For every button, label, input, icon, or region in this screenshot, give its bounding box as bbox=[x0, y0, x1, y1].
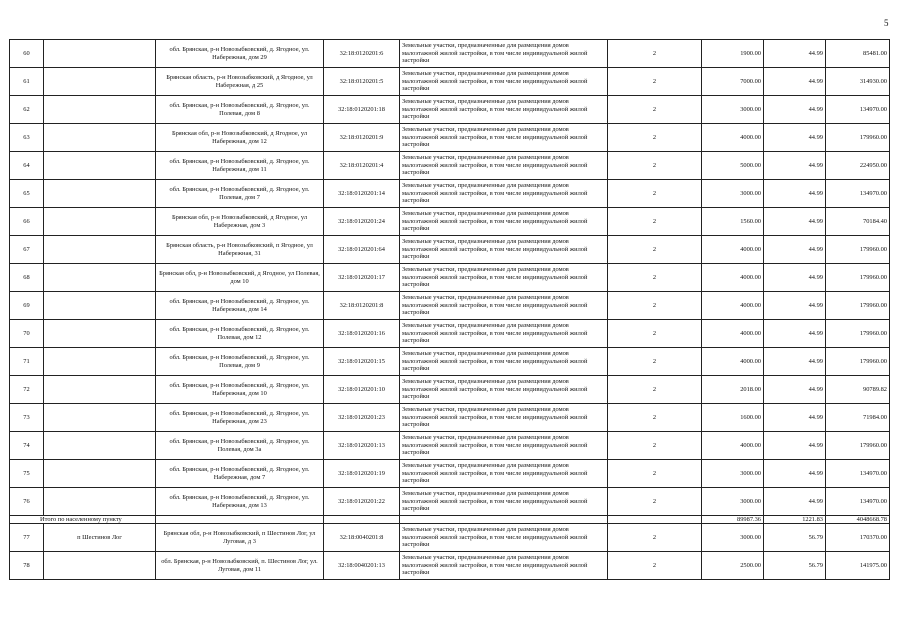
land-purpose-cell: Земельные участки, предназначенные для размещения домов малоэтажной жилой застройки, в том числе индивидуальной жилой застройки bbox=[400, 180, 608, 208]
cadastral-number-cell: 32:18:0120201:18 bbox=[324, 96, 400, 124]
land-purpose-cell: Земельные участки, предназначенные для размещения домов малоэтажной жилой застройки, в том числе индивидуальной жилой застройки bbox=[400, 292, 608, 320]
rate-cell: 44.99 bbox=[764, 460, 826, 488]
land-cadastral-value-table bbox=[9, 39, 890, 580]
table-row bbox=[10, 180, 890, 208]
rate-cell: 44.99 bbox=[764, 124, 826, 152]
address-cell: Брянская обл, р-н Новозыбковский, д Ягодное, ул Полевая, дом 10 bbox=[156, 264, 324, 292]
address-cell: обл. Брянская, р-н Новозыбковский, д. Ягодное, ул. Набережная, дом 7 bbox=[156, 460, 324, 488]
group-cell: 2 bbox=[608, 292, 702, 320]
group-cell: 2 bbox=[608, 264, 702, 292]
address-cell: обл. Брянская, р-н Новозыбковский, д. Ягодное, ул. Набережная, дом 10 bbox=[156, 376, 324, 404]
address-cell: обл. Брянская, р-н Новозыбковский, д. Ягодное, ул. Набережная, дом 13 bbox=[156, 488, 324, 516]
cadastral-value-cell: 134970.00 bbox=[826, 96, 890, 124]
rate-cell: 56.79 bbox=[764, 524, 826, 552]
land-purpose-cell: Земельные участки, предназначенные для размещения домов малоэтажной жилой застройки, в том числе индивидуальной жилой застройки bbox=[400, 96, 608, 124]
rate-cell: 44.99 bbox=[764, 432, 826, 460]
area-cell: 1600.00 bbox=[702, 404, 764, 432]
settlement-label: п Шестинов Лог bbox=[44, 524, 156, 552]
cadastral-number-cell: 32:18:0120201:8 bbox=[324, 292, 400, 320]
land-purpose-cell: Земельные участки, предназначенные для размещения домов малоэтажной жилой застройки, в том числе индивидуальной жилой застройки bbox=[400, 124, 608, 152]
area-cell: 2500.00 bbox=[702, 552, 764, 580]
area-cell: 4000.00 bbox=[702, 348, 764, 376]
cadastral-value-cell: 71984.00 bbox=[826, 404, 890, 432]
land-purpose-cell: Земельные участки, предназначенные для размещения домов малоэтажной жилой застройки, в том числе индивидуальной жилой застройки bbox=[400, 404, 608, 432]
cadastral-value-cell: 170370.00 bbox=[826, 524, 890, 552]
row-number: 61 bbox=[10, 68, 44, 96]
settlement-total-row bbox=[10, 516, 890, 524]
land-purpose-cell: Земельные участки, предназначенные для размещения домов малоэтажной жилой застройки, в том числе индивидуальной жилой застройки bbox=[400, 552, 608, 580]
address-cell: обл. Брянская, р-н Новозыбковский, д. Ягодное, ул. Набережная, дом 11 bbox=[156, 152, 324, 180]
settlement-label bbox=[44, 124, 156, 152]
total-empty-cadastral bbox=[324, 516, 400, 524]
rate-cell: 44.99 bbox=[764, 96, 826, 124]
settlement-label bbox=[44, 40, 156, 68]
cadastral-number-cell: 32:18:0120201:22 bbox=[324, 488, 400, 516]
row-number: 63 bbox=[10, 124, 44, 152]
cadastral-value-cell: 179960.00 bbox=[826, 264, 890, 292]
area-cell: 3000.00 bbox=[702, 460, 764, 488]
cadastral-value-cell: 141975.00 bbox=[826, 552, 890, 580]
total-label: Итого по населенному пункту bbox=[10, 516, 156, 524]
page-number: 5 bbox=[884, 18, 889, 28]
table-row bbox=[10, 68, 890, 96]
group-cell: 2 bbox=[608, 96, 702, 124]
area-cell: 1900.00 bbox=[702, 40, 764, 68]
row-number: 71 bbox=[10, 348, 44, 376]
land-purpose-cell: Земельные участки, предназначенные для размещения домов малоэтажной жилой застройки, в том числе индивидуальной жилой застройки bbox=[400, 208, 608, 236]
rate-cell: 44.99 bbox=[764, 68, 826, 96]
total-value: 4048668.78 bbox=[826, 516, 890, 524]
area-cell: 4000.00 bbox=[702, 292, 764, 320]
table-row bbox=[10, 488, 890, 516]
table-row bbox=[10, 376, 890, 404]
land-purpose-cell: Земельные участки, предназначенные для размещения домов малоэтажной жилой застройки, в том числе индивидуальной жилой застройки bbox=[400, 524, 608, 552]
rate-cell: 44.99 bbox=[764, 404, 826, 432]
area-cell: 4000.00 bbox=[702, 264, 764, 292]
land-purpose-cell: Земельные участки, предназначенные для размещения домов малоэтажной жилой застройки, в том числе индивидуальной жилой застройки bbox=[400, 348, 608, 376]
rate-cell: 44.99 bbox=[764, 320, 826, 348]
settlement-label bbox=[44, 348, 156, 376]
cadastral-number-cell: 32:18:0120201:14 bbox=[324, 180, 400, 208]
group-cell: 2 bbox=[608, 376, 702, 404]
total-empty-purpose bbox=[400, 516, 608, 524]
rate-cell: 44.99 bbox=[764, 236, 826, 264]
settlement-label bbox=[44, 292, 156, 320]
rate-cell: 44.99 bbox=[764, 376, 826, 404]
row-number: 70 bbox=[10, 320, 44, 348]
row-number: 78 bbox=[10, 552, 44, 580]
area-cell: 5000.00 bbox=[702, 152, 764, 180]
row-number: 69 bbox=[10, 292, 44, 320]
land-purpose-cell: Земельные участки, предназначенные для размещения домов малоэтажной жилой застройки, в том числе индивидуальной жилой застройки bbox=[400, 320, 608, 348]
area-cell: 3000.00 bbox=[702, 488, 764, 516]
cadastral-number-cell: 32:18:0120201:16 bbox=[324, 320, 400, 348]
cadastral-value-cell: 134970.00 bbox=[826, 460, 890, 488]
row-number: 74 bbox=[10, 432, 44, 460]
rate-cell: 44.99 bbox=[764, 348, 826, 376]
cadastral-value-cell: 179960.00 bbox=[826, 320, 890, 348]
table-row bbox=[10, 292, 890, 320]
settlement-label bbox=[44, 180, 156, 208]
land-purpose-cell: Земельные участки, предназначенные для размещения домов малоэтажной жилой застройки, в том числе индивидуальной жилой застройки bbox=[400, 68, 608, 96]
rate-cell: 44.99 bbox=[764, 40, 826, 68]
settlement-label bbox=[44, 264, 156, 292]
area-cell: 3000.00 bbox=[702, 180, 764, 208]
area-cell: 3000.00 bbox=[702, 524, 764, 552]
rate-cell: 44.99 bbox=[764, 488, 826, 516]
address-cell: обл. Брянская, р-н Новозыбковский, д. Ягодное, ул. Полевая, дом 8 bbox=[156, 96, 324, 124]
area-cell: 1560.00 bbox=[702, 208, 764, 236]
settlement-label bbox=[44, 236, 156, 264]
group-cell: 2 bbox=[608, 488, 702, 516]
group-cell: 2 bbox=[608, 320, 702, 348]
cadastral-value-cell: 314930.00 bbox=[826, 68, 890, 96]
group-cell: 2 bbox=[608, 180, 702, 208]
total-area: 89987.36 bbox=[702, 516, 764, 524]
cadastral-value-cell: 90789.82 bbox=[826, 376, 890, 404]
settlement-label bbox=[44, 96, 156, 124]
settlement-label bbox=[44, 404, 156, 432]
address-cell: обл. Брянская, р-н Новозыбковский, д. Ягодное, ул. Полевая, дом 3а bbox=[156, 432, 324, 460]
address-cell: обл. Брянская, р-н Новозыбковский, п. Шестинов Лог, ул. Луговая, дом 11 bbox=[156, 552, 324, 580]
rate-cell: 44.99 bbox=[764, 180, 826, 208]
cadastral-value-cell: 224950.00 bbox=[826, 152, 890, 180]
group-cell: 2 bbox=[608, 208, 702, 236]
cadastral-number-cell: 32:18:0120201:23 bbox=[324, 404, 400, 432]
address-cell: обл. Брянская, р-н Новозыбковский, д. Ягодное, ул. Полевая, дом 12 bbox=[156, 320, 324, 348]
cadastral-number-cell: 32:18:0120201:24 bbox=[324, 208, 400, 236]
row-number: 62 bbox=[10, 96, 44, 124]
cadastral-value-cell: 70184.40 bbox=[826, 208, 890, 236]
row-number: 68 bbox=[10, 264, 44, 292]
cadastral-number-cell: 32:18:0120201:17 bbox=[324, 264, 400, 292]
area-cell: 4000.00 bbox=[702, 432, 764, 460]
settlement-label bbox=[44, 208, 156, 236]
address-cell: обл. Брянская, р-н Новозыбковский, д. Ягодное, ул. Набережная, дом 23 bbox=[156, 404, 324, 432]
table-total-block bbox=[10, 516, 890, 524]
row-number: 66 bbox=[10, 208, 44, 236]
rate-cell: 44.99 bbox=[764, 292, 826, 320]
cadastral-number-cell: 32:18:0120201:10 bbox=[324, 376, 400, 404]
cadastral-number-cell: 32:18:0120201:4 bbox=[324, 152, 400, 180]
row-number: 73 bbox=[10, 404, 44, 432]
total-empty-address bbox=[156, 516, 324, 524]
table-row bbox=[10, 524, 890, 552]
settlement-label bbox=[44, 432, 156, 460]
cadastral-number-cell: 32:18:0040201:13 bbox=[324, 552, 400, 580]
rate-cell: 44.99 bbox=[764, 264, 826, 292]
table-row bbox=[10, 40, 890, 68]
land-purpose-cell: Земельные участки, предназначенные для размещения домов малоэтажной жилой застройки, в том числе индивидуальной жилой застройки bbox=[400, 152, 608, 180]
group-cell: 2 bbox=[608, 236, 702, 264]
group-cell: 2 bbox=[608, 432, 702, 460]
group-cell: 2 bbox=[608, 152, 702, 180]
land-purpose-cell: Земельные участки, предназначенные для размещения домов малоэтажной жилой застройки, в том числе индивидуальной жилой застройки bbox=[400, 264, 608, 292]
table-body-block2 bbox=[10, 524, 890, 580]
area-cell: 3000.00 bbox=[702, 96, 764, 124]
cadastral-number-cell: 32:18:0120201:9 bbox=[324, 124, 400, 152]
row-number: 65 bbox=[10, 180, 44, 208]
rate-cell: 44.99 bbox=[764, 208, 826, 236]
group-cell: 2 bbox=[608, 40, 702, 68]
area-cell: 7000.00 bbox=[702, 68, 764, 96]
land-purpose-cell: Земельные участки, предназначенные для размещения домов малоэтажной жилой застройки, в том числе индивидуальной жилой застройки bbox=[400, 376, 608, 404]
address-cell: обл. Брянская, р-н Новозыбковский, д. Ягодное, ул. Набережная, дом 29 bbox=[156, 40, 324, 68]
table-row bbox=[10, 124, 890, 152]
table-row bbox=[10, 404, 890, 432]
settlement-label bbox=[44, 68, 156, 96]
rate-cell: 44.99 bbox=[764, 152, 826, 180]
settlement-label bbox=[44, 460, 156, 488]
cadastral-number-cell: 32:18:0120201:15 bbox=[324, 348, 400, 376]
land-purpose-cell: Земельные участки, предназначенные для размещения домов малоэтажной жилой застройки, в том числе индивидуальной жилой застройки bbox=[400, 40, 608, 68]
total-empty-group bbox=[608, 516, 702, 524]
area-cell: 4000.00 bbox=[702, 124, 764, 152]
settlement-label bbox=[44, 320, 156, 348]
cadastral-value-cell: 179960.00 bbox=[826, 124, 890, 152]
row-number: 67 bbox=[10, 236, 44, 264]
cadastral-number-cell: 32:18:0120201:13 bbox=[324, 432, 400, 460]
address-cell: Брянская обл, р-н Новозыбковский, д Ягодное, ул Набережная, дом 12 bbox=[156, 124, 324, 152]
land-purpose-cell: Земельные участки, предназначенные для размещения домов малоэтажной жилой застройки, в том числе индивидуальной жилой застройки bbox=[400, 488, 608, 516]
cadastral-number-cell: 32:18:0040201:8 bbox=[324, 524, 400, 552]
cadastral-value-cell: 179960.00 bbox=[826, 432, 890, 460]
address-cell: Брянская обл, р-н Новозыбковский, п Шестинов Лог, ул Луговая, д 3 bbox=[156, 524, 324, 552]
land-purpose-cell: Земельные участки, предназначенные для размещения домов малоэтажной жилой застройки, в том числе индивидуальной жилой застройки bbox=[400, 460, 608, 488]
table-row bbox=[10, 264, 890, 292]
address-cell: Брянская область, р-н Новозыбковский, п Ягодное, ул Набережная, 31 bbox=[156, 236, 324, 264]
address-cell: обл. Брянская, р-н Новозыбковский, д. Ягодное, ул. Полевая, дом 9 bbox=[156, 348, 324, 376]
group-cell: 2 bbox=[608, 404, 702, 432]
cadastral-number-cell: 32:18:0120201:5 bbox=[324, 68, 400, 96]
group-cell: 2 bbox=[608, 524, 702, 552]
cadastral-value-cell: 179960.00 bbox=[826, 292, 890, 320]
row-number: 64 bbox=[10, 152, 44, 180]
row-number: 60 bbox=[10, 40, 44, 68]
total-rate: 1221.83 bbox=[764, 516, 826, 524]
table-row bbox=[10, 432, 890, 460]
cadastral-value-cell: 179960.00 bbox=[826, 236, 890, 264]
rate-cell: 56.79 bbox=[764, 552, 826, 580]
address-cell: обл. Брянская, р-н Новозыбковский, д. Ягодное, ул. Набережная, дом 14 bbox=[156, 292, 324, 320]
group-cell: 2 bbox=[608, 68, 702, 96]
group-cell: 2 bbox=[608, 460, 702, 488]
settlement-label bbox=[44, 152, 156, 180]
land-purpose-cell: Земельные участки, предназначенные для размещения домов малоэтажной жилой застройки, в том числе индивидуальной жилой застройки bbox=[400, 432, 608, 460]
table-row bbox=[10, 96, 890, 124]
address-cell: Брянская обл, р-н Новозыбковский, д Ягодное, ул Набережная, дом 3 bbox=[156, 208, 324, 236]
settlement-label bbox=[44, 376, 156, 404]
row-number: 72 bbox=[10, 376, 44, 404]
table-row bbox=[10, 552, 890, 580]
table-row bbox=[10, 460, 890, 488]
table-row bbox=[10, 152, 890, 180]
cadastral-value-cell: 134970.00 bbox=[826, 180, 890, 208]
area-cell: 2018.00 bbox=[702, 376, 764, 404]
group-cell: 2 bbox=[608, 552, 702, 580]
cadastral-number-cell: 32:18:0120201:19 bbox=[324, 460, 400, 488]
table-row bbox=[10, 320, 890, 348]
row-number: 76 bbox=[10, 488, 44, 516]
cadastral-value-cell: 85481.00 bbox=[826, 40, 890, 68]
cadastral-value-cell: 134970.00 bbox=[826, 488, 890, 516]
table-row bbox=[10, 208, 890, 236]
group-cell: 2 bbox=[608, 124, 702, 152]
table-body-block1 bbox=[10, 40, 890, 516]
group-cell: 2 bbox=[608, 348, 702, 376]
row-number: 77 bbox=[10, 524, 44, 552]
land-purpose-cell: Земельные участки, предназначенные для размещения домов малоэтажной жилой застройки, в том числе индивидуальной жилой застройки bbox=[400, 236, 608, 264]
row-number: 75 bbox=[10, 460, 44, 488]
cadastral-number-cell: 32:18:0120201:64 bbox=[324, 236, 400, 264]
address-cell: Брянская область, р-н Новозыбковский, д Ягодное, ул Набережная, д 25 bbox=[156, 68, 324, 96]
area-cell: 4000.00 bbox=[702, 320, 764, 348]
area-cell: 4000.00 bbox=[702, 236, 764, 264]
address-cell: обл. Брянская, р-н Новозыбковский, д. Ягодное, ул. Полевая, дом 7 bbox=[156, 180, 324, 208]
table-row bbox=[10, 236, 890, 264]
table-row bbox=[10, 348, 890, 376]
cadastral-number-cell: 32:18:0120201:6 bbox=[324, 40, 400, 68]
cadastral-value-cell: 179960.00 bbox=[826, 348, 890, 376]
settlement-label bbox=[44, 552, 156, 580]
settlement-label bbox=[44, 488, 156, 516]
